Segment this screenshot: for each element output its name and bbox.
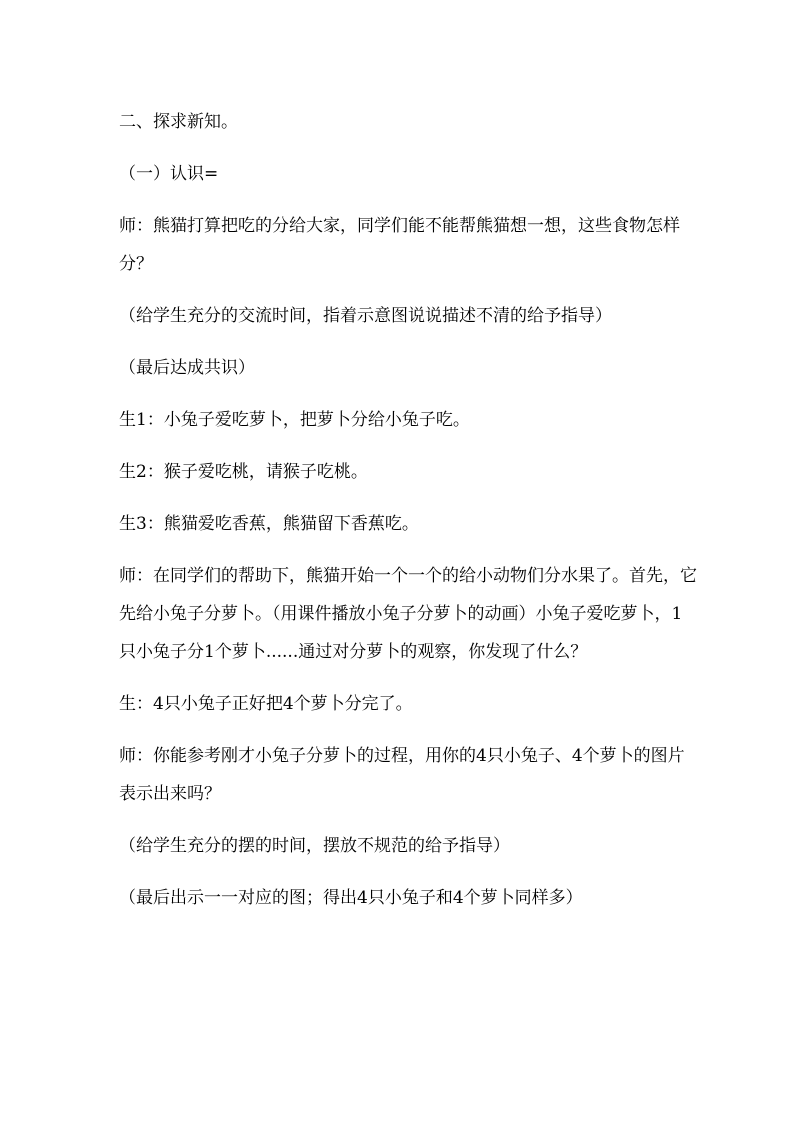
consensus-note: （最后达成共识） [119,358,255,378]
student-answer-2: 生2：猴子爱吃桃，请猴子吃桃。 [119,462,368,482]
teacher-explanation: 师：在同学们的帮助下，熊猫开始一个一个的给小动物们分水果了。首先，它先给小兔子分萝卜。（用课件播放小兔子分萝卜的动画）小兔子爱吃萝卜，1只小兔子分1个萝卜......通过对分萝卜的观察，你发现了什么？ [119,566,697,662]
subsection-heading: （一）认识= [119,164,219,184]
teacher-question: 师：熊猫打算把吃的分给大家，同学们能不能帮熊猫想一想，这些食物怎样分？ [119,216,680,274]
student-answer-3: 生3：熊猫爱吃香蕉，熊猫留下香蕉吃。 [119,514,419,534]
teacher-prompt: 师：你能参考刚才小兔子分萝卜的过程，用你的4只小兔子、4个萝卜的图片表示出来吗？ [119,746,685,804]
conclusion-note: （最后出示一一对应的图；得出4只小兔子和4个萝卜同样多） [119,888,583,908]
document-body [119,103,699,917]
practice-note: （给学生充分的摆的时间，摆放不规范的给予指导） [119,836,510,856]
student-answer-1: 生1：小兔子爱吃萝卜，把萝卜分给小兔子吃。 [119,410,470,430]
instruction-note: （给学生充分的交流时间，指着示意图说说描述不清的给予指导） [119,306,612,326]
student-answer-4: 生：4只小兔子正好把4个萝卜分完了。 [119,694,413,714]
section-heading: 二、探求新知。 [119,112,238,132]
